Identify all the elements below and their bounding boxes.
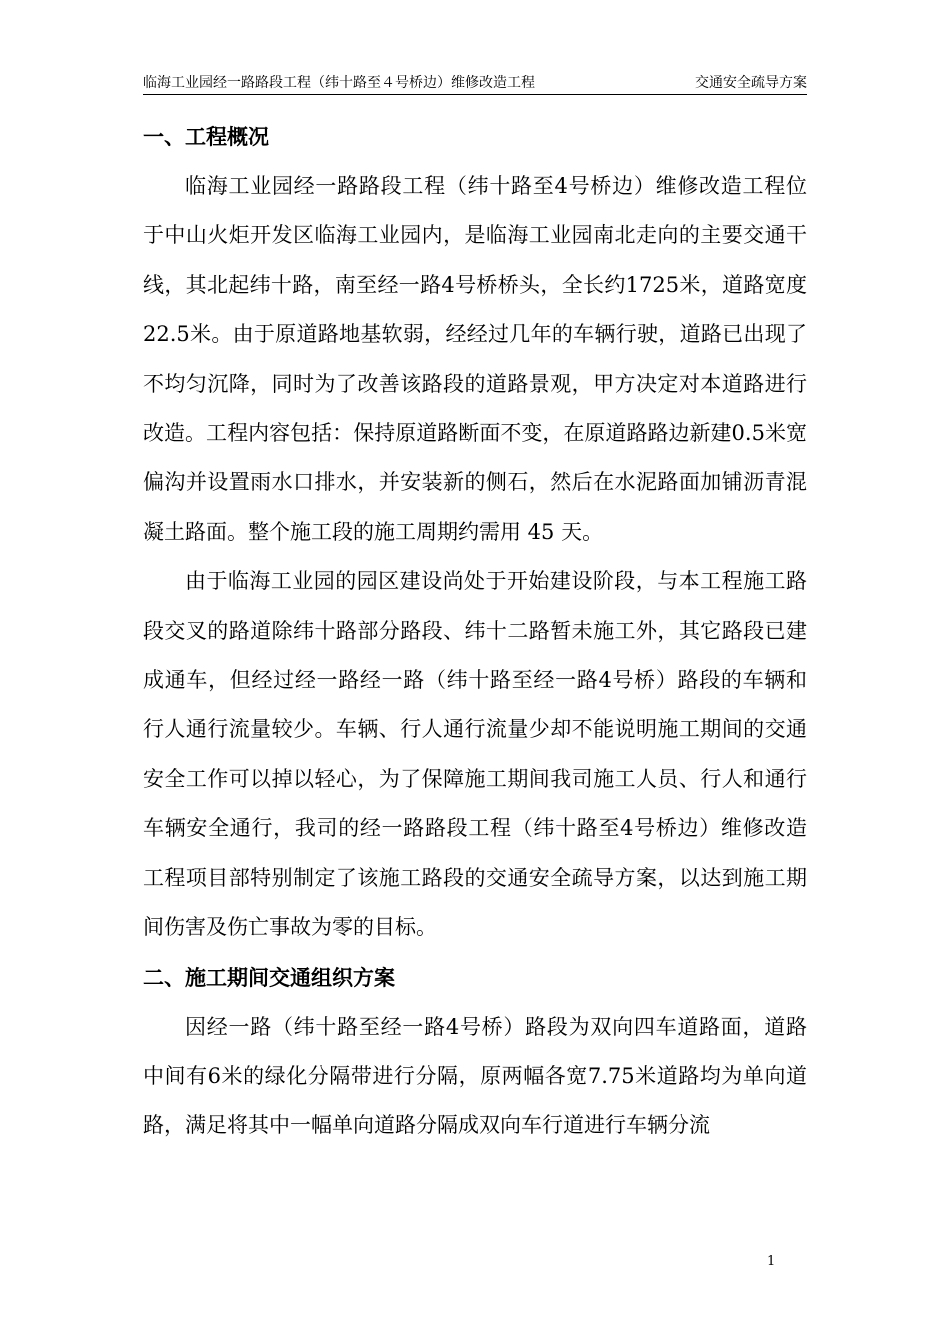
- paragraph-overview-2: 由于临海工业园的园区建设尚处于开始建设阶段，与本工程施工路段交叉的路道除纬十路部分路段、纬十二路暂未施工外，其它路段已建成通车，但经过经一路经一路（纬十路至经一路4号桥）路段的车辆和行人通行流量较少。车辆、行人通行流量少却不能说明施工期间的交通安全工作可以掉以轻心，为了保障施工期间我司施工人员、行人和通行车辆安全通行，我司的经一路路段工程（纬十路至4号桥边）维修改造工程项目部特别制定了该施工路段的交通安全疏导方案，以达到施工期间伤害及伤亡事故为零的目标。: [143, 569, 807, 940]
- paragraph-overview-1: 临海工业园经一路路段工程（纬十路至4号桥边）维修改造工程位于中山火炬开发区临海工业园内，是临海工业园南北走向的主要交通干线，其北起纬十路，南至经一路4号桥桥头，全长约1725米，道路宽度22.5米。由于原道路地基软弱，经经过几年的车辆行驶，道路已出现了不均匀沉降，同时为了改善该路段的道路景观，甲方决定对本道路进行改造。工程内容包括：保持原道路断面不变，在原道路路边新建0.5米宽偏沟并设置雨水口排水，并安装新的侧石，然后在水泥路面加铺沥青混凝土路面。整个施工段的施工周期约需用 45 天。: [143, 174, 807, 544]
- section-heading-overview: 一、工程概况: [143, 125, 269, 149]
- page-header: [143, 68, 807, 95]
- header-document-title: 交通安全疏导方案: [695, 75, 807, 91]
- document-body: [143, 112, 807, 1151]
- page-number: 1: [767, 1254, 776, 1269]
- section-heading-traffic-plan: 二、施工期间交通组织方案: [143, 965, 395, 990]
- paragraph-traffic-plan-1: 因经一路（纬十路至经一路4号桥）路段为双向四车道路面，道路中间有6米的绿化分隔带进行分隔，原两幅各宽7.75米道路均为单向道路，满足将其中一幅单向道路分隔成双向车行道进行车辆分流: [143, 1014, 807, 1138]
- header-project-title: 临海工业园经一路路段工程（纬十路至４号桥边）维修改造工程: [143, 75, 535, 91]
